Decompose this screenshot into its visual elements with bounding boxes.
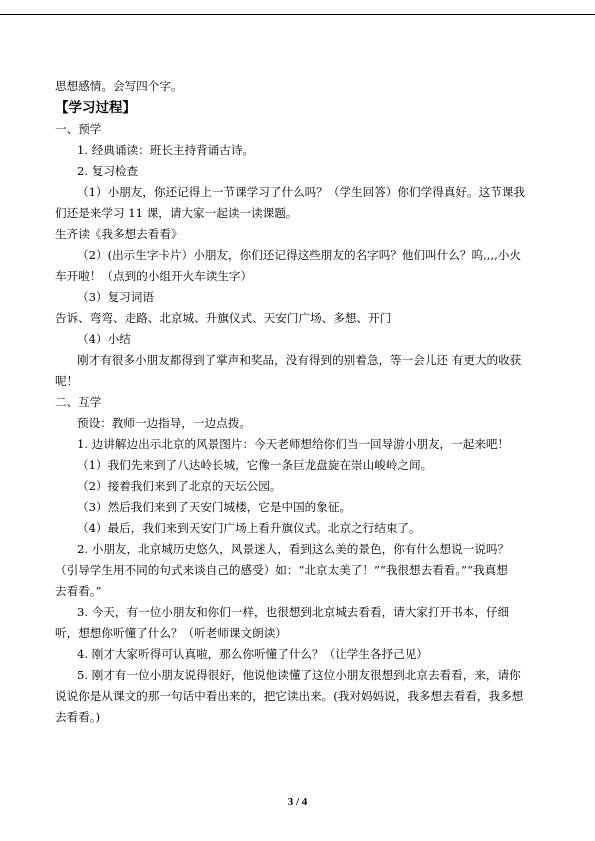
word-list: 告诉、弯弯、走路、北京城、升旗仪式、天安门广场、多想、开门 [55, 311, 392, 325]
s2-item-2-line-1: 2. 小朋友，北京城历史悠久，风景迷人，看到这么美的景色，你有什么想说一说吗？ [77, 542, 510, 556]
para-1-line-1: （1）小朋友，你还记得上一节课学习了什么吗？（学生回答）你们学得真好。这节课我 [77, 185, 525, 199]
section-2-title: 二、互学 [55, 395, 102, 409]
s2-item-1: 1. 边讲解边出示北京的风景图片：今天老师想给你们当一回导游小朋友，一起来吧！ [77, 437, 510, 451]
para-2-line-1: （2）(出示生字卡片）小朋友，你们还记得这些朋友的名字吗？他们叫什么？呜,,,,小火 [77, 248, 522, 262]
s2-item-5-line-1: 5. 刚才有一位小朋友说得很好，他说他读懂了这位小朋友很想到北京去看看，来，请你 [77, 668, 521, 682]
s2-sub-4: （4）最后，我们来到天安门广场上看升旗仪式。北京之行结束了。 [77, 521, 421, 535]
s2-item-5-line-3: 去看看。) [55, 710, 101, 724]
s2-sub-2: （2）接着我们来到了北京的天坛公园。 [77, 479, 282, 493]
s2-item-2-line-2: （引导学生用不同的句式来谈自己的感受）如：“北京太美了！”“我很想去看看。”“我真想 [55, 563, 508, 577]
s2-item-2-line-3: 去看看。” [55, 584, 102, 598]
para-1-line-2: 们还是来学习 11 课，请大家一起读一读课题。 [55, 206, 298, 220]
para-4: （4）小结 [77, 332, 131, 346]
para-5-line-1: 刚才有很多小朋友都得到了掌声和奖品，没有得到的别着急，等一会儿还 有更大的收获 [77, 353, 522, 367]
preset-text: 预设：教师一边指导，一边点拨。 [77, 416, 251, 430]
page-number: 3 / 4 [287, 796, 308, 808]
section-heading: 【学习过程】 [55, 100, 136, 116]
header-rule [0, 14, 595, 15]
document-body [55, 76, 545, 728]
intro-text: 思想感情。会写四个字。 [55, 79, 183, 93]
s2-sub-1: （1）我们先来到了八达岭长城，它像一条巨龙盘旋在崇山峻岭之间。 [77, 458, 433, 472]
s2-item-5-line-2: 说说你是从课文的那一句话中看出来的，把它读出来。(我对妈妈说，我多想去看看，我多想 [55, 689, 524, 703]
para-5-line-2: 呢！ [55, 374, 79, 388]
para-2-line-2: 车开啦！（点到的小组开火车读生字） [55, 269, 253, 283]
s2-sub-3: （3）然后我们来到了天安门城楼，它是中国的象征。 [77, 500, 352, 514]
item-1: 1. 经典诵读：班长主持背诵古诗。 [77, 143, 255, 157]
s2-item-4: 4. 刚才大家听得可认真啦，那么你听懂了什么？（让学生各抒己见） [77, 647, 428, 661]
s2-item-3-line-1: 3. 今天，有一位小朋友和你们一样，也很想到北京城去看看，请大家打开书本，仔细 [77, 605, 510, 619]
item-2: 2. 复习检查 [77, 164, 139, 178]
s2-item-3-line-2: 听，想想你听懂了什么？（听老师课文朗读） [55, 626, 287, 640]
para-1-line-3: 生齐读《我多想去看看》 [55, 227, 183, 241]
section-1-title: 一、预学 [55, 122, 102, 136]
para-3: （3）复习词语 [77, 290, 154, 304]
